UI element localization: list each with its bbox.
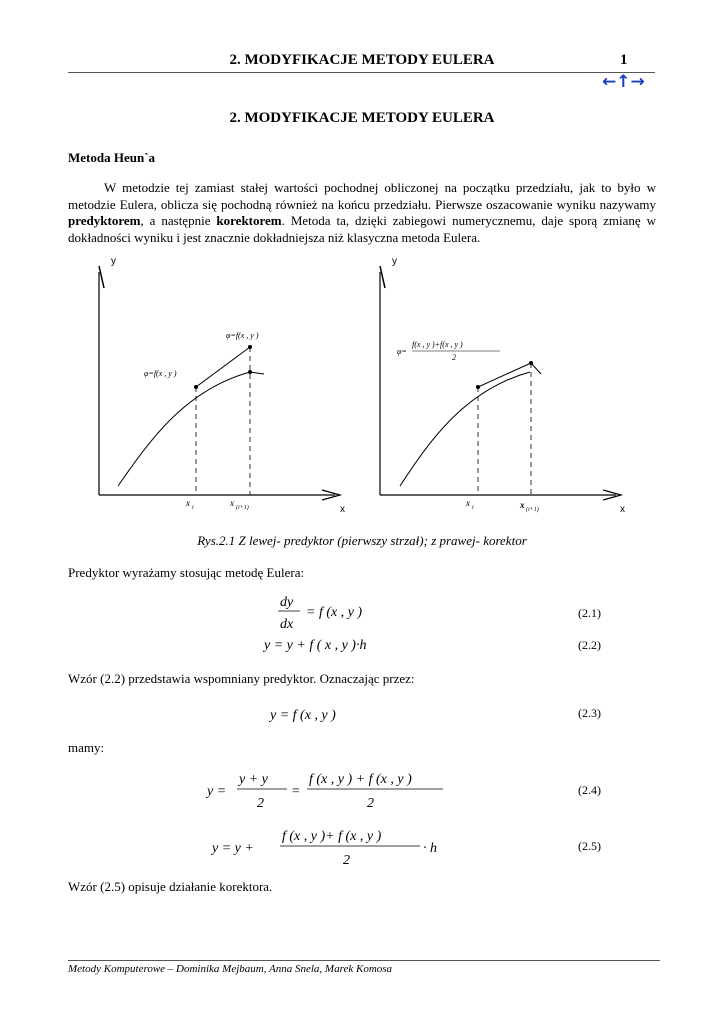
right-x-label: x (620, 504, 625, 515)
eq24-den2: 2 (367, 796, 374, 811)
left-point-predicted (248, 345, 252, 349)
eq21-dx: dx (280, 617, 294, 632)
term-korektor: korektorem (216, 213, 282, 228)
left-curve (118, 372, 250, 486)
left-tick-xi1: x (230, 498, 234, 508)
left-point-start (194, 385, 198, 389)
left-predictor-line (196, 347, 250, 387)
page-title: 2. MODYFIKACJE METODY EULERA (229, 110, 495, 126)
right-point-start (476, 385, 480, 389)
right-y-axis-tip (380, 266, 385, 288)
intro-text-3: . Metoda ta, dzięki zabiegowi numerycznemu, daje sporą zmianę w dokładności wyniku i jest znacznie dokładniejsza niż klasyczna metoda Eulera. (68, 213, 656, 245)
page-footer: Metody Komputerowe – Dominika Mejbaum, Anna Snela, Marek Komosa (68, 963, 393, 975)
text-mamy: mamy: (68, 740, 105, 755)
eq24-lhs: y = (207, 784, 227, 799)
left-tick-xi1-sub: (i+1) (236, 505, 249, 511)
arrow-right-icon[interactable]: → (630, 72, 645, 92)
running-header-title: 2. MODYFIKACJE METODY EULERA (229, 52, 495, 68)
eq25-den: 2 (343, 853, 350, 868)
left-label-start: φ=f(x , y ) (144, 369, 177, 378)
right-panel (380, 256, 625, 515)
left-y-axis-tip (99, 266, 104, 288)
nav-arrows (602, 74, 645, 91)
left-point-curve (248, 370, 252, 374)
eq21-dy: dy (280, 595, 294, 610)
right-y-label: y (392, 256, 397, 267)
right-curve (400, 372, 530, 486)
header-rule (68, 72, 655, 73)
right-tick-xi-sub: i (472, 505, 474, 511)
section-title: Metoda Heun`a (68, 150, 156, 165)
eq25-num: f (x , y )+ f (x , y ) (282, 829, 382, 844)
eq22-body: y = y + f ( x , y )·h (264, 638, 367, 653)
right-label-eq: φ= (397, 347, 407, 356)
right-corrector-line (478, 363, 531, 387)
right-point-corrected (529, 361, 533, 365)
equation-2-5 (210, 822, 450, 872)
eq-num-2-5: (2.5) (578, 839, 601, 853)
right-tick-xi1: x (520, 500, 525, 510)
right-label-denominator: 2 (452, 353, 456, 362)
term-predyktor: predyktorem (68, 213, 141, 228)
eq25-h: · h (423, 841, 437, 856)
eq24-num1: y + y (239, 772, 268, 787)
eq25-lhs: y = y + (212, 841, 254, 856)
eq24-eq: = (291, 784, 301, 799)
intro-text-1: W metodzie tej zamiast stałej wartości pochodnej obliczonej na początku przedziału, jak to było w metodzie Eulera, oblicza się pochodną również na końcu przedziału. Pierwsze oszacowanie wyniku nazywamy (68, 180, 656, 212)
arrow-left-icon[interactable]: ← (602, 72, 617, 92)
text-formula22: Wzór (2.2) przedstawia wspomniany predyktor. Oznaczając przez: (68, 671, 415, 686)
page-number: 1 (620, 52, 628, 68)
left-panel (99, 256, 345, 515)
right-tick-xi: x (466, 498, 470, 508)
arrow-up-icon[interactable]: ↑ (616, 72, 631, 92)
intro-text-2: , a następnie (140, 213, 217, 228)
left-y-label: y (111, 256, 116, 267)
eq-num-2-3: (2.3) (578, 706, 601, 720)
left-tick-xi-sub: i (192, 505, 194, 511)
eq21-rhs: = f (x , y ) (306, 605, 363, 620)
intro-paragraph (68, 180, 656, 246)
figure-caption: Rys.2.1 Z lewej- predyktor (pierwszy strzał); z prawej- korektor (197, 533, 527, 548)
right-label-numerator: f(x , y )+f(x , y ) (412, 340, 463, 349)
equation-2-1 (270, 592, 410, 632)
equation-2-4 (205, 765, 455, 815)
eq24-den1: 2 (257, 796, 264, 811)
heun-figure (0, 250, 724, 525)
right-tick-xi1-sub: (i+1) (526, 507, 539, 513)
left-tick-xi: x (186, 498, 190, 508)
left-slope-end (250, 372, 264, 374)
text-predictor: Predyktor wyrażamy stosując metodę Eulera: (68, 565, 305, 580)
right-slope-end (531, 363, 541, 374)
left-x-label: x (340, 504, 345, 515)
eq-num-2-1: (2.1) (578, 606, 601, 620)
eq-num-2-2: (2.2) (578, 638, 601, 652)
eq-num-2-4: (2.4) (578, 783, 601, 797)
equation-2-2 (262, 632, 422, 656)
eq23-body: y = f (x , y ) (270, 708, 336, 723)
left-label-pred: φ=f(x , y ) (226, 331, 259, 340)
footer-rule (68, 960, 660, 961)
equation-2-3 (268, 700, 398, 728)
eq24-num2: f (x , y ) + f (x , y ) (309, 772, 412, 787)
text-formula25: Wzór (2.5) opisuje działanie korektora. (68, 879, 273, 894)
